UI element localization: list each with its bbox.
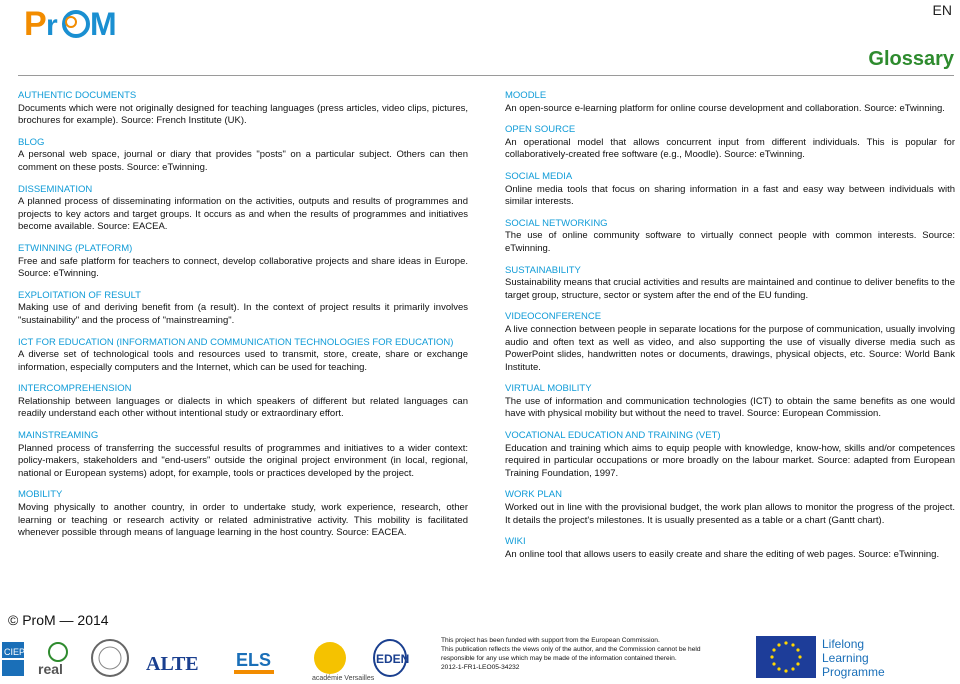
- glossary-entry: [505, 265, 955, 303]
- glossary-term: WIKI: [505, 536, 526, 548]
- glossary-definition: A live connection between people in separate locations for the purpose of communication, usually involving audio and often text as well as video, and also supporting the use of visually diverse media such as PowerPoint slides, handwritten notes or documents, drawings, physical objects, etc. Source: World Bank Institute.: [505, 323, 955, 373]
- glossary-entry: [18, 243, 468, 281]
- glossary-term: INTERCOMPREHENSION: [18, 383, 132, 395]
- glossary-term: MOBILITY: [18, 489, 63, 501]
- alte-logo: [146, 653, 199, 675]
- glossary-entry: [18, 337, 468, 375]
- glossary-definition: Making use of and deriving benefit from (a result). In the context of project results it primarily involves "sustainability" and the process of "mainstreaming".: [18, 302, 468, 326]
- real-logo-text: real: [38, 661, 63, 677]
- eden-logo: [374, 640, 409, 676]
- glossary-entry: [505, 489, 955, 527]
- prom-logo: [24, 2, 124, 42]
- glossary-definition: Moving physically to another country, in order to undertake study, work experience, research, other learning or teaching or research activity or related administrative activity. This mobility is facilitated whenever possible through means of language learning in the host country. Source: EACEA.: [18, 502, 468, 539]
- page-title: Glossary: [868, 48, 954, 70]
- funding-line: responsible for any use which may be made of the information contained therein.: [441, 655, 677, 662]
- glossary-definition: The use of information and communication technologies (ICT) to obtain the same benefits as one would have with physical mobility but without the need to travel. Source: European Commission.: [505, 395, 955, 420]
- eden-logo-text: EDEN: [376, 652, 410, 666]
- els-logo-text: ELS: [236, 650, 272, 670]
- svg-text:M: M: [90, 6, 117, 42]
- glossary-definition: Planned process of transferring the successful results of programmes and initiatives to a wider context: policy-makers, stakeholders and "end-users" outside the original project environment (in local, regional, national or European systems) adopt, for example, tools or practices developed by the project.: [18, 442, 468, 479]
- els-logo: [234, 650, 274, 674]
- alte-logo-text: ALTE: [146, 653, 199, 675]
- ciep-logo-text: CIEP: [4, 647, 26, 657]
- funding-line: This publication reflects the views only of the author, and the Commission cannot be held: [441, 646, 701, 653]
- glossary-term: AUTHENTIC DOCUMENTS: [18, 90, 137, 101]
- glossary-entry: [505, 383, 955, 421]
- glossary-definition: An operational model that allows concurrent input from different individuals. This is popular for collaboratively-created free software (e.g., Moodle). Source: eTwinning.: [505, 136, 955, 161]
- glossary-term: MOODLE: [505, 90, 547, 101]
- glossary-entry: [18, 137, 468, 175]
- glossary-entry: [18, 184, 468, 234]
- glossary-term: DISSEMINATION: [18, 183, 93, 195]
- real-logo: [38, 643, 67, 677]
- glossary-entry: [505, 124, 955, 162]
- glossary-entry: [18, 383, 468, 421]
- svg-text:r: r: [46, 9, 58, 42]
- partner-logos-strip: [0, 634, 440, 682]
- glossary-entry: [505, 536, 955, 561]
- glossary-term: BLOG: [18, 136, 45, 148]
- glossary-entry: [505, 90, 955, 115]
- glossary-definition: Education and training which aims to equip people with knowledge, know-how, skills and/or competences required in particular occupations or more broadly on the labour market. Source: adapted from European Training Foundation, 1997.: [505, 442, 955, 479]
- glossary-entry: [18, 430, 468, 480]
- svg-text:P: P: [24, 5, 47, 42]
- glossary-definition: Relationship between languages or dialects in which speakers of different but related languages can readily understand each other without intentional study or extraordinary effort.: [18, 395, 468, 420]
- glossary-definition: A diverse set of technological tools and resources used to transmit, store, create, share or exchange information, especially computers and the Internet, which can be used for teaching.: [18, 349, 468, 373]
- glossary-entry: [18, 290, 468, 328]
- funding-line: This project has been funded with support from the European Commission.: [441, 637, 660, 644]
- glossary-term: VIRTUAL MOBILITY: [505, 383, 592, 395]
- academie-versailles-logo: [312, 642, 375, 682]
- glossary-term: MAINSTREAMING: [18, 430, 99, 442]
- glossary-definition: Worked out in line with the provisional budget, the work plan allows to monitor the progress of the project. It details the project's milestones. It is usually presented as a table or a chart (Gantt chart).: [505, 502, 955, 526]
- llp-line: Programme: [822, 665, 885, 679]
- glossary-term: EXPLOITATION OF RESULT: [18, 289, 141, 301]
- funding-disclaimer: [441, 636, 741, 672]
- header-divider: [18, 75, 954, 76]
- copyright-notice: © ProM — 2014: [8, 612, 109, 628]
- glossary-term: WORK PLAN: [505, 489, 563, 501]
- glossary-term: ETWINNING (PLATFORM): [18, 242, 133, 254]
- glossary-entry: [505, 218, 955, 256]
- funding-line: 2012-1-FR1-LEO05-34232: [441, 664, 520, 671]
- glossary-term: VOCATIONAL EDUCATION AND TRAINING (VET): [505, 430, 721, 442]
- glossary-entry: [18, 489, 468, 539]
- glossary-term: OPEN SOURCE: [505, 124, 576, 136]
- glossary-term: ICT FOR EDUCATION (INFORMATION AND COMMUNICATION TECHNOLOGIES FOR EDUCATION): [18, 336, 454, 348]
- university-seal-logo: [92, 640, 128, 676]
- glossary-right-column: [505, 90, 955, 570]
- glossary-term: SUSTAINABILITY: [505, 264, 581, 276]
- glossary-term: SOCIAL NETWORKING: [505, 217, 608, 229]
- glossary-definition: An online tool that allows users to easily create and share the editing of web pages. Source: eTwinning.: [505, 548, 940, 560]
- glossary-entry: [505, 171, 955, 209]
- glossary-entry: [505, 311, 955, 374]
- lifelong-learning-programme-logo: [756, 632, 956, 682]
- glossary-definition: Online media tools that focus on sharing information in a fast and easy way between individuals with similar interests.: [505, 183, 955, 208]
- llp-line: Lifelong: [822, 637, 865, 651]
- glossary-definition: An open-source e-learning platform for online course development and collaboration. Source: eTwinning.: [505, 102, 945, 114]
- glossary-definition: A planned process of disseminating information on the activities, outputs and results of programmes and projects to key actors and target groups. It occurs as and when the results of programmes and initiatives become available. Source: EACEA.: [18, 196, 468, 233]
- llp-line: Learning: [822, 651, 869, 665]
- glossary-left-column: [18, 90, 468, 549]
- glossary-term: VIDEOCONFERENCE: [505, 311, 602, 323]
- ciep-logo: [2, 642, 25, 676]
- language-indicator[interactable]: EN: [932, 2, 952, 18]
- glossary-definition: Free and safe platform for teachers to connect, develop collaborative projects and share ideas in Europe. Source: eTwinning.: [18, 255, 468, 280]
- glossary-entry: [18, 90, 468, 128]
- glossary-definition: Documents which were not originally designed for teaching languages (press articles, video clips, pictures, brochures for example). Source: French Institute (UK).: [18, 102, 468, 127]
- glossary-definition: A personal web space, journal or diary that provides "posts" on a particular subject. Others can then comment on these posts. Source: eTwinning.: [18, 149, 468, 173]
- glossary-term: SOCIAL MEDIA: [505, 170, 573, 182]
- glossary-entry: [505, 430, 955, 480]
- glossary-definition: The use of online community software to virtually connect people with common interests. Source: eTwinning.: [505, 230, 955, 254]
- glossary-definition: Sustainability means that crucial activities and results are maintained and continue to deliver benefits to the target group, structure, sector or system after the end of the EU funding.: [505, 277, 955, 301]
- academie-logo-text: académie Versailles: [312, 675, 375, 682]
